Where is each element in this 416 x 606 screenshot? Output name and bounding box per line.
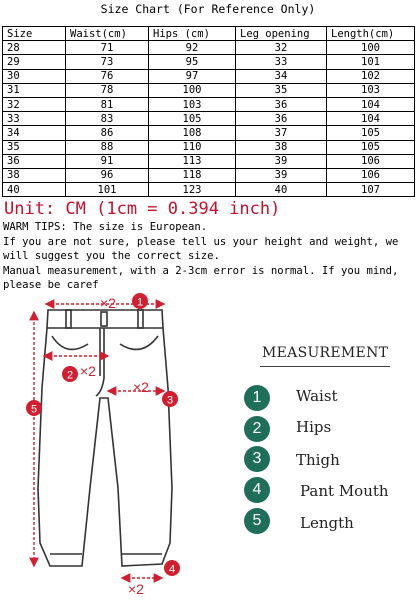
table-cell: 32 [236, 41, 327, 55]
table-cell: 95 [149, 55, 236, 69]
legend-item-waist [244, 383, 270, 413]
marker-4-label: 4 [168, 563, 176, 576]
tip-line: Manual measurement, with a 2-3cm error is normal. If you mind, [3, 264, 399, 277]
tip-line: will suggest you the correct size. [3, 250, 220, 263]
table-row [3, 140, 415, 154]
table-cell: 113 [149, 154, 236, 168]
table-cell: 92 [149, 41, 236, 55]
legend-badge: 5 [244, 508, 270, 534]
size-table [2, 26, 415, 197]
tip-line: If you are not sure, please tell us your height and weight, we [3, 235, 399, 248]
table-cell: 78 [66, 83, 149, 97]
header-cell: Leg opening [236, 27, 327, 41]
legend-badge: 3 [244, 446, 270, 472]
header-cell: Length(cm) [327, 27, 415, 41]
table-cell: 110 [149, 140, 236, 154]
table-cell: 100 [149, 83, 236, 97]
table-row [3, 97, 415, 111]
table-cell: 36 [236, 97, 327, 111]
table-row [3, 154, 415, 168]
table-row [3, 168, 415, 182]
legend-item-length [244, 506, 270, 536]
marker-1-label: 1 [136, 296, 144, 309]
table-row [3, 112, 415, 126]
table-cell: 106 [327, 154, 415, 168]
marker-5 [26, 400, 42, 416]
table-cell: 83 [66, 112, 149, 126]
table-cell: 28 [3, 41, 66, 55]
marker-1 [132, 293, 148, 309]
table-cell: 73 [66, 55, 149, 69]
table-row [3, 126, 415, 140]
table-cell: 97 [149, 69, 236, 83]
legend-item-thigh [244, 444, 270, 474]
table-cell: 35 [236, 83, 327, 97]
table-cell: 106 [327, 168, 415, 182]
table-cell: 37 [236, 126, 327, 140]
chart-title: Size Chart (For Reference Only) [100, 2, 316, 16]
pants-diagram [0, 288, 210, 606]
table-cell: 105 [327, 126, 415, 140]
table-cell: 105 [327, 140, 415, 154]
header-cell: Size [3, 27, 66, 41]
table-cell: 100 [327, 41, 415, 55]
legend-label-thigh: Thigh [296, 451, 340, 469]
table-row [3, 55, 415, 69]
hips-multiplier: ×2 [80, 363, 96, 379]
table-cell: 88 [66, 140, 149, 154]
table-cell: 33 [236, 55, 327, 69]
table-cell: 108 [149, 126, 236, 140]
table-cell: 34 [236, 69, 327, 83]
legend-label-waist: Waist [296, 387, 338, 405]
table-cell: 71 [66, 41, 149, 55]
jeans-outline [38, 310, 172, 566]
table-cell: 39 [236, 168, 327, 182]
table-cell: 32 [3, 97, 66, 111]
table-cell: 38 [236, 140, 327, 154]
marker-4 [164, 560, 180, 576]
legend-badge: 2 [244, 416, 270, 442]
table-cell: 30 [3, 69, 66, 83]
marker-3-label: 3 [166, 394, 174, 407]
table-cell: 104 [327, 97, 415, 111]
table-row [3, 69, 415, 83]
table-cell: 103 [327, 83, 415, 97]
legend-badge: 1 [244, 385, 270, 411]
warm-tips [3, 220, 415, 293]
header-cell: Waist(cm) [66, 27, 149, 41]
legend-badge: 4 [244, 477, 270, 503]
table-cell: 91 [66, 154, 149, 168]
table-cell: 123 [149, 183, 236, 197]
table-cell: 118 [149, 168, 236, 182]
table-cell: 36 [236, 112, 327, 126]
measurement-divider [260, 366, 390, 367]
marker-2 [62, 366, 78, 382]
table-cell: 40 [236, 183, 327, 197]
table-cell: 107 [327, 183, 415, 197]
marker-2-label: 2 [66, 369, 74, 382]
table-cell: 40 [3, 183, 66, 197]
legend-label-pant-mouth: Pant Mouth [300, 482, 389, 500]
table-cell: 81 [66, 97, 149, 111]
table-row [3, 183, 415, 197]
waist-multiplier: ×2 [100, 295, 116, 311]
marker-5-label: 5 [30, 403, 38, 416]
tip-line: please be caref [3, 279, 99, 292]
table-cell: 76 [66, 69, 149, 83]
table-cell: 29 [3, 55, 66, 69]
thigh-multiplier: ×2 [133, 379, 149, 395]
table-cell: 86 [66, 126, 149, 140]
legend-label-hips: Hips [296, 418, 332, 436]
tip-line: WARM TIPS: The size is European. [3, 221, 208, 233]
size-table-header [3, 27, 415, 41]
legend-item-hips [244, 414, 270, 444]
unit-note: Unit: CM (1cm = 0.394 inch) [4, 199, 281, 219]
table-row [3, 83, 415, 97]
table-cell: 105 [149, 112, 236, 126]
table-cell: 103 [149, 97, 236, 111]
marker-3 [162, 391, 178, 407]
table-cell: 104 [327, 112, 415, 126]
table-cell: 38 [3, 168, 66, 182]
mouth-multiplier: ×2 [128, 581, 144, 597]
header-cell: Hips (cm) [149, 27, 236, 41]
legend-item-pant-mouth [244, 475, 270, 505]
table-cell: 102 [327, 69, 415, 83]
table-cell: 39 [236, 154, 327, 168]
table-cell: 35 [3, 140, 66, 154]
table-cell: 36 [3, 154, 66, 168]
table-cell: 31 [3, 83, 66, 97]
table-cell: 101 [327, 55, 415, 69]
table-cell: 101 [66, 183, 149, 197]
table-cell: 33 [3, 112, 66, 126]
table-cell: 96 [66, 168, 149, 182]
measurement-title: MEASUREMENT [262, 345, 389, 361]
table-row [3, 41, 415, 55]
legend-label-length: Length [300, 514, 354, 532]
table-cell: 34 [3, 126, 66, 140]
